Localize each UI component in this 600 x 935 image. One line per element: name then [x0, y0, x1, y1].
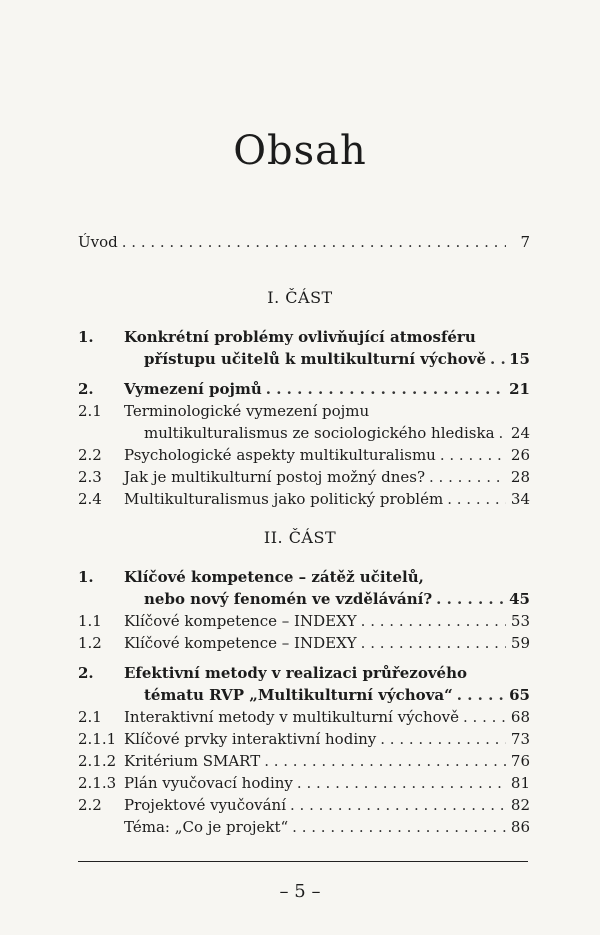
toc-entry-text: Projektové vyučování — [124, 796, 287, 814]
dot-leader — [499, 422, 506, 444]
toc-entry — [78, 728, 530, 750]
toc-entry-text: Psychologické aspekty multikulturalismu — [124, 446, 436, 464]
toc-entry — [78, 444, 530, 466]
toc-page-number: 26 — [510, 446, 530, 464]
dot-leader — [463, 706, 506, 728]
toc-entry-number: 2.3 — [78, 468, 102, 486]
toc-page-number: 73 — [510, 730, 530, 748]
dot-leader — [361, 610, 506, 632]
toc-entry — [78, 816, 530, 838]
toc-entry-intro — [78, 231, 530, 253]
toc-page-number: 28 — [510, 468, 530, 486]
dot-leader — [361, 632, 506, 654]
toc-page-number: 53 — [510, 612, 530, 630]
toc-page-number: 45 — [509, 590, 530, 608]
toc-entry-continuation — [78, 422, 530, 444]
dot-leader — [447, 488, 506, 510]
dot-leader — [490, 348, 505, 370]
toc-entry-text: Klíčové kompetence – INDEXY — [124, 612, 357, 630]
toc-page-number: 81 — [510, 774, 530, 792]
toc-entry-number: 1. — [78, 568, 94, 586]
toc-entry-text: Kritérium SMART — [124, 752, 261, 770]
page-title: Obsah — [233, 128, 367, 174]
toc-entry — [78, 794, 530, 816]
dot-leader — [266, 378, 505, 400]
toc-entry-text: Konkrétní problémy ovlivňující atmosféru — [124, 328, 476, 346]
toc-page-number: 24 — [510, 424, 530, 442]
toc-page-number: 15 — [509, 350, 530, 368]
dot-leader — [122, 231, 506, 253]
toc-page-number: 59 — [510, 634, 530, 652]
toc-entry-number: 2.2 — [78, 446, 102, 464]
toc-entry-text: Efektivní metody v realizaci průřezového — [124, 664, 467, 682]
toc-entry-text: Klíčové kompetence – zátěž učitelů, — [124, 568, 424, 586]
toc-entry-text: Terminologické vymezení pojmu — [124, 402, 370, 420]
toc-entry-continuation — [78, 348, 530, 370]
part-heading-1: I. ČÁST — [267, 288, 333, 307]
toc-entry — [78, 378, 530, 400]
dot-leader — [436, 588, 505, 610]
toc-entry-number: 2.1.1 — [78, 730, 117, 748]
toc-entry-text: nebo nový fenomén ve vzdělávání? — [144, 590, 433, 608]
toc-entry-number: 1.1 — [78, 612, 102, 630]
dot-leader — [264, 750, 506, 772]
toc-entry-number: 2.1 — [78, 708, 102, 726]
toc-entry-number: 2. — [78, 380, 94, 398]
toc-entry — [78, 610, 530, 632]
toc-entry-continuation — [78, 588, 530, 610]
toc-entry-continuation — [78, 684, 530, 706]
toc-entry-text: Jak je multikulturní postoj možný dnes? — [124, 468, 425, 486]
toc-entry — [78, 662, 530, 684]
toc-entry-number: 1. — [78, 328, 94, 346]
toc-entry — [78, 772, 530, 794]
page-number: – 5 – — [279, 881, 321, 902]
toc-entry-number: 2.1.2 — [78, 752, 117, 770]
toc-entry-number: 2.2 — [78, 796, 102, 814]
toc-entry — [78, 566, 530, 588]
toc-entry — [78, 632, 530, 654]
toc-entry — [78, 400, 530, 422]
toc-entry-text: tématu RVP „Multikulturní výchova“ — [144, 686, 453, 704]
toc-page-number: 86 — [510, 818, 530, 836]
toc-entry-number: 2.1.3 — [78, 774, 117, 792]
toc-entry — [78, 706, 530, 728]
toc-entry-number: 2. — [78, 664, 94, 682]
dot-leader — [297, 772, 506, 794]
toc-page-number: 76 — [510, 752, 530, 770]
toc-page-number: 21 — [509, 380, 530, 398]
dot-leader — [440, 444, 506, 466]
toc-page-number: 65 — [509, 686, 530, 704]
toc-entry — [78, 466, 530, 488]
dot-leader — [380, 728, 506, 750]
toc-entry — [78, 488, 530, 510]
toc-entry-text: Klíčové kompetence – INDEXY — [124, 634, 357, 652]
toc-entry-number: 2.1 — [78, 402, 102, 420]
toc-page-number: 82 — [510, 796, 530, 814]
toc-entry-text: multikulturalismus ze sociologického hlediska — [144, 424, 495, 442]
toc-entry — [78, 326, 530, 348]
toc-entry-text: Úvod — [78, 233, 118, 251]
toc-entry-text: Vymezení pojmů — [124, 380, 262, 398]
dot-leader — [429, 466, 506, 488]
footer-rule — [78, 861, 528, 862]
toc-page-number: 34 — [510, 490, 530, 508]
toc-entry-text: Plán vyučovací hodiny — [124, 774, 293, 792]
toc-page-number: 68 — [510, 708, 530, 726]
dot-leader — [292, 816, 506, 838]
toc-entry-text: Téma: „Co je projekt“ — [124, 818, 289, 836]
dot-leader — [457, 684, 505, 706]
toc-entry-text: Klíčové prvky interaktivní hodiny — [124, 730, 377, 748]
toc-page-number: 7 — [520, 233, 530, 251]
part-heading-2: II. ČÁST — [263, 528, 337, 547]
dot-leader — [290, 794, 506, 816]
toc-entry-number: 1.2 — [78, 634, 102, 652]
toc-entry-text: přístupu učitelů k multikulturní výchově — [144, 350, 487, 368]
toc-entry-text: Multikulturalismus jako politický problém — [124, 490, 444, 508]
toc-entry-number: 2.4 — [78, 490, 102, 508]
toc-entry — [78, 750, 530, 772]
toc-entry-text: Interaktivní metody v multikulturní výchově — [124, 708, 459, 726]
